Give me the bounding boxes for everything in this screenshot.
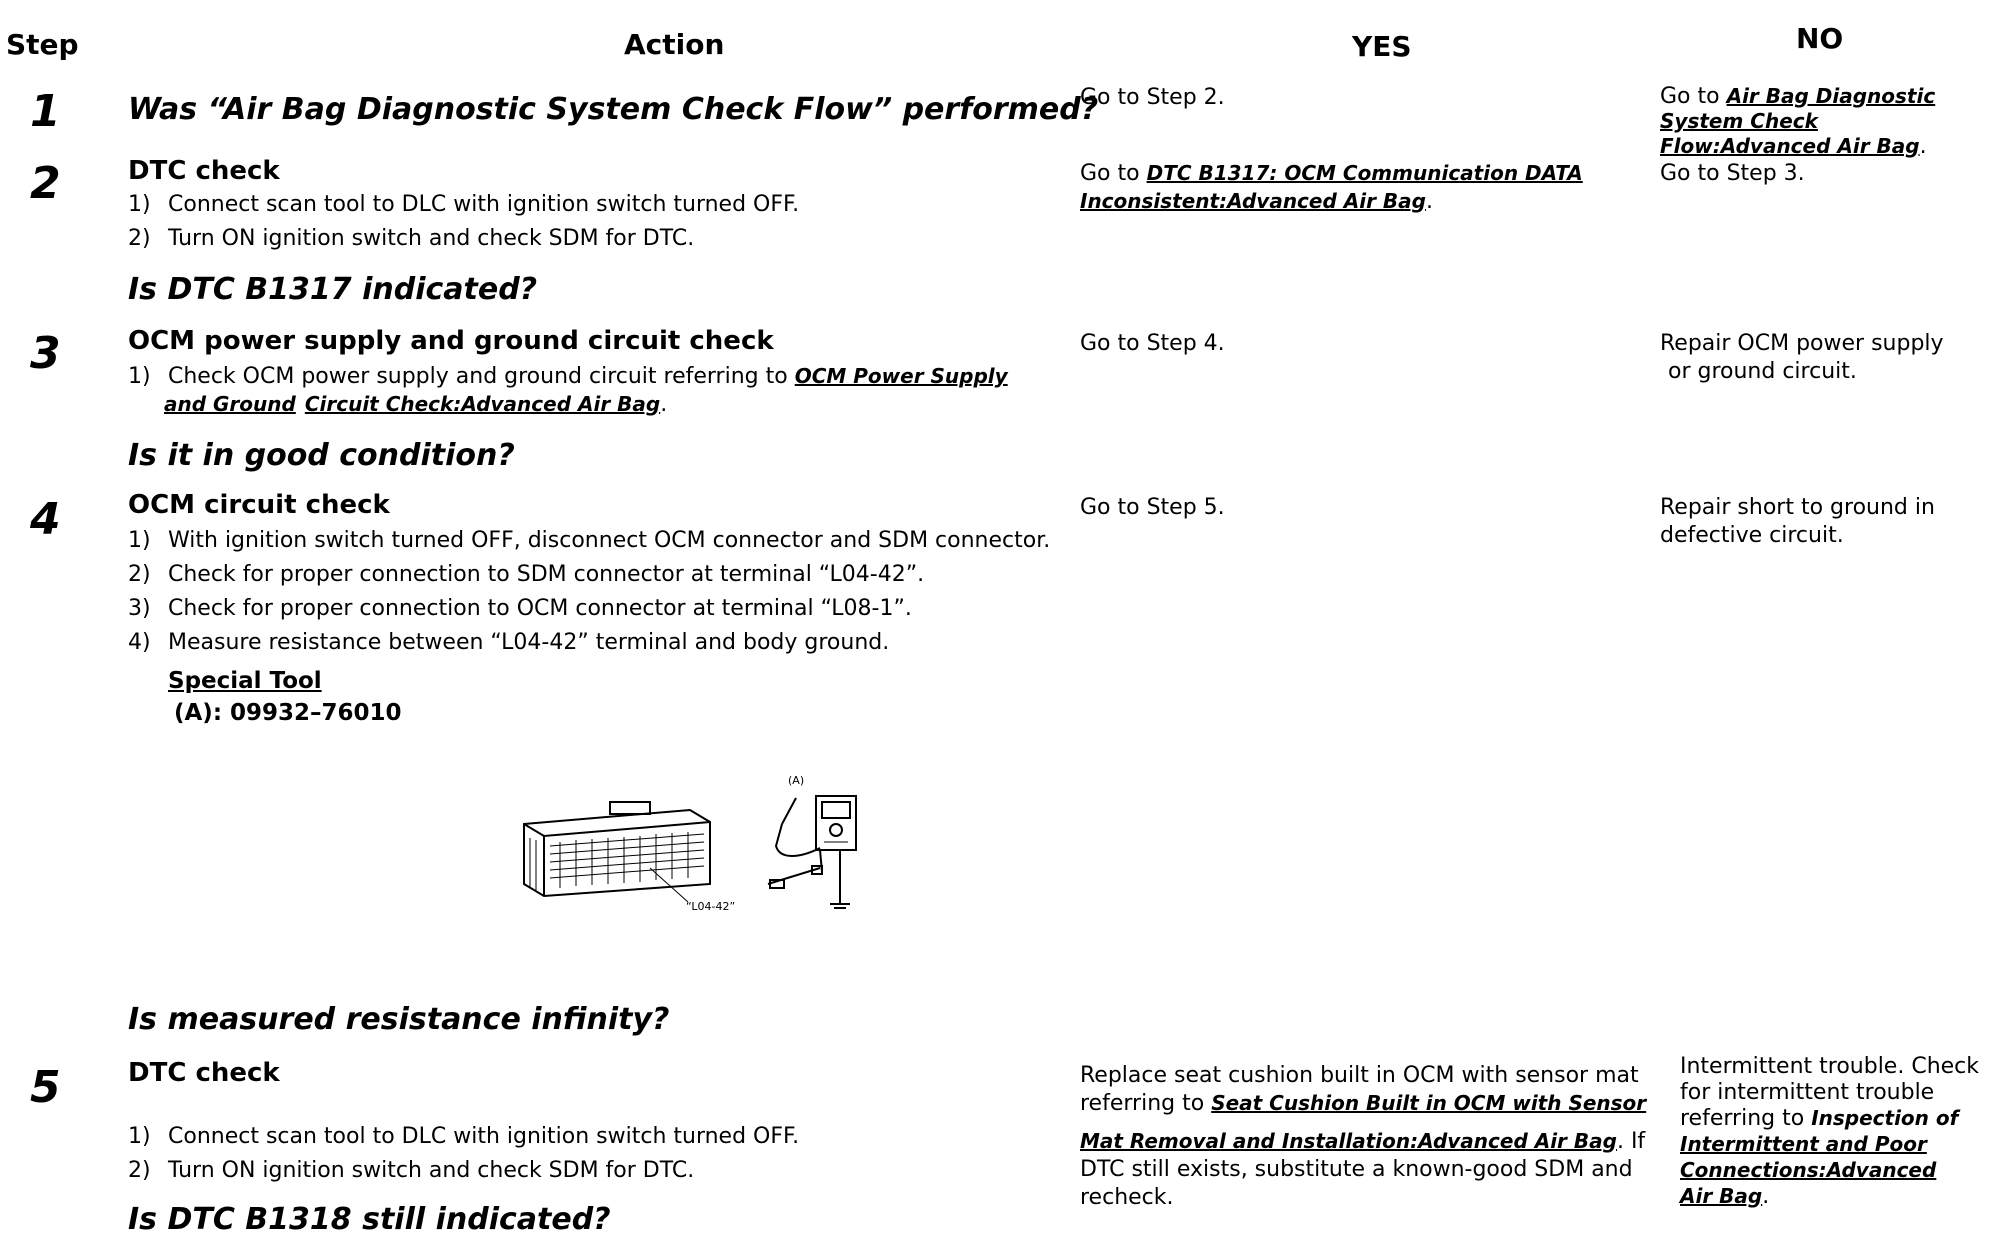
link-ocm-power-supply[interactable]: OCM Power Supply <box>794 364 1008 388</box>
list-item: 3) Check for proper connection to OCM connector at terminal “L08-1”. <box>128 596 912 621</box>
list-item: 2) Turn ON ignition switch and check SDM for DTC. <box>128 1158 695 1183</box>
link-inspection-intermittent-4[interactable]: Air Bag <box>1680 1184 1763 1208</box>
link-ocm-power-supply-3[interactable]: Circuit Check:Advanced Air Bag <box>304 392 661 416</box>
link-dtc-b1317[interactable]: DTC B1317: OCM Communication DATA <box>1146 161 1583 185</box>
step-number: 1 <box>30 86 61 137</box>
step-items <box>128 192 799 252</box>
step-number: 2 <box>30 158 61 209</box>
step-title: OCM circuit check <box>128 490 390 520</box>
yes-text: Go to Step 4. <box>1080 331 1225 356</box>
list-item: 1) With ignition switch turned OFF, disconnect OCM connector and SDM connector. <box>128 528 1051 553</box>
step-question: Is measured resistance infinity? <box>128 1002 670 1037</box>
header-yes: YES <box>1352 30 1412 63</box>
list-item: 2) Check for proper connection to SDM connector at terminal “L04-42”. <box>128 562 925 587</box>
terminal-label: “L04-42” <box>686 900 736 913</box>
link-air-bag-diagnostic-flow-3[interactable]: Flow:Advanced Air Bag <box>1660 134 1920 158</box>
link-inspection-intermittent-2[interactable]: Intermittent and Poor <box>1680 1132 1927 1156</box>
link-inspection-intermittent[interactable]: Inspection of <box>1811 1106 1959 1130</box>
header-action: Action <box>624 28 725 61</box>
yes-prefix: Go to <box>1080 161 1147 186</box>
multimeter-drawing <box>768 796 856 908</box>
link-dtc-b1317-2[interactable]: Inconsistent:Advanced Air Bag <box>1080 189 1426 213</box>
no-cell: Repair OCM power supply or ground circuit. <box>1660 331 1944 384</box>
step-question: Is it in good condition? <box>128 438 515 473</box>
no-cell <box>1660 84 1935 159</box>
yes-suffix: . <box>1425 189 1433 214</box>
list-item: 4) Measure resistance between “L04-42” terminal and body ground. <box>128 630 890 655</box>
step-items <box>128 1124 799 1184</box>
list-item: 1) Connect scan tool to DLC with ignition switch turned OFF. <box>128 1124 800 1149</box>
step-title: DTC check <box>128 156 280 186</box>
special-tool-value: (A): 09932–76010 <box>174 700 402 726</box>
yes-cell: Replace seat cushion built in OCM with sensor mat referring to Seat Cushion Built in OCM with Sensor Mat Removal and Installation:Advanced Air Bag. If DTC still exists, substitute a known-good SDM and recheck. <box>1080 1063 1647 1210</box>
header-no: NO <box>1796 22 1844 55</box>
no-text: Go to Step 3. <box>1660 161 1805 186</box>
yes-text: Go to Step 5. <box>1080 495 1225 520</box>
no-cell: Repair short to ground in defective circuit. <box>1660 495 1935 548</box>
link-air-bag-diagnostic-flow[interactable]: Air Bag Diagnostic <box>1726 84 1936 108</box>
step-number: 4 <box>30 494 61 545</box>
special-tool-label: Special Tool <box>168 668 322 694</box>
list-item-cont: and Ground Circuit Check:Advanced Air Bag. <box>164 392 668 417</box>
link-seat-cushion-ocm-2[interactable]: Mat Removal and Installation:Advanced Air Bag <box>1080 1129 1617 1153</box>
step-question: Is DTC B1317 indicated? <box>128 272 538 307</box>
step-number: 5 <box>30 1062 61 1113</box>
link-seat-cushion-ocm[interactable]: Seat Cushion Built in OCM with Sensor <box>1211 1091 1647 1115</box>
step-number: 3 <box>30 328 61 379</box>
no-cell: Intermittent trouble. Check for intermittent trouble referring to Inspection of Intermittent and Poor Connections:Advanced Air Bag. <box>1680 1054 1980 1209</box>
step-question: Was “Air Bag Diagnostic System Check Flow” performed? <box>128 92 1099 127</box>
link-inspection-intermittent-3[interactable]: Connections:Advanced <box>1680 1158 1937 1182</box>
link-ocm-power-supply-2[interactable]: and Ground <box>164 392 296 416</box>
step-items <box>128 528 1050 656</box>
header-step: Step <box>6 28 79 61</box>
yes-cell <box>1080 160 1583 216</box>
list-item: 1) Check OCM power supply and ground circuit referring to OCM Power Supply <box>128 364 1008 389</box>
no-prefix: Go to <box>1660 84 1727 109</box>
list-item: 2) Turn ON ignition switch and check SDM for DTC. <box>128 226 695 251</box>
step-question: Is DTC B1318 still indicated? <box>128 1202 611 1237</box>
yes-text: Go to Step 2. <box>1080 85 1225 110</box>
step-title: DTC check <box>128 1058 280 1088</box>
step-title: OCM power supply and ground circuit check <box>128 326 774 356</box>
connector-measurement-figure <box>520 768 870 918</box>
no-suffix: . <box>1919 134 1927 159</box>
tool-label: (A) <box>788 774 805 787</box>
list-item: 1) Connect scan tool to DLC with ignition switch turned OFF. <box>128 192 800 217</box>
link-air-bag-diagnostic-flow-2[interactable]: System Check <box>1660 109 1818 133</box>
ocm-connector-drawing <box>524 802 710 902</box>
